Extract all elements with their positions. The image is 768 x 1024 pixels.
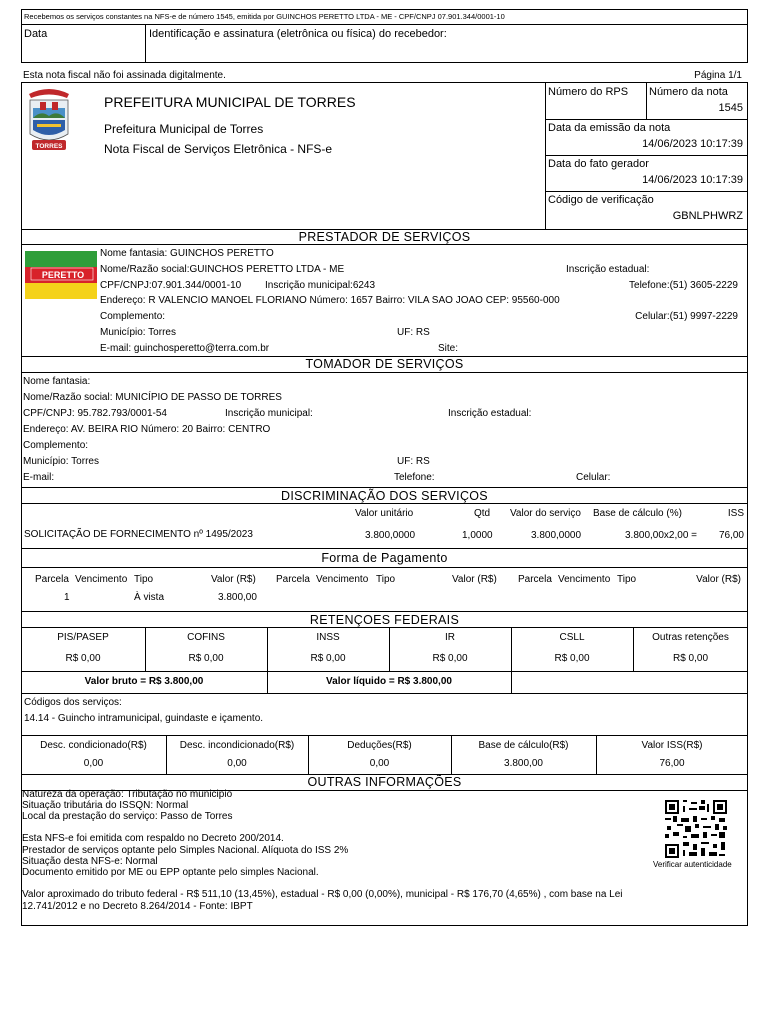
- nota-value: 1545: [718, 102, 743, 114]
- ret-label-csll: CSLL: [559, 632, 585, 643]
- ret-value-cofins: R$ 0,00: [188, 653, 224, 664]
- ret-value-inss: R$ 0,00: [310, 653, 346, 664]
- pag-h-tipo-1: Tipo: [134, 574, 154, 585]
- prestador-celular: Celular:(51) 9997-2229: [635, 311, 738, 322]
- ret-label-pis: PIS/PASEP: [57, 632, 109, 643]
- discriminacao-title: DISCRIMINAÇÃO DOS SERVIÇOS: [281, 489, 488, 503]
- nota-label: Número da nota: [649, 86, 728, 98]
- outras-line: Situação desta NFS-e: Normal: [22, 856, 158, 867]
- pag-h-valor-2: Valor (R$): [452, 574, 497, 585]
- tomador-telefone: Telefone:: [394, 472, 435, 483]
- resumo-value-iss: 76,00: [659, 758, 685, 769]
- qr-code[interactable]: [665, 800, 727, 858]
- prestador-inscricao-estadual: Inscrição estadual:: [566, 264, 650, 275]
- prestador-municipio: Município: Torres: [100, 327, 176, 338]
- tomador-uf: UF: RS: [397, 456, 430, 467]
- servico-base-calculo: 3.800,00x2,00 =: [625, 530, 698, 541]
- receipt-date-label: Data: [24, 28, 48, 40]
- servico-valor-servico: 3.800,0000: [531, 530, 582, 541]
- resumo-label-desc-cond: Desc. condicionado(R$): [40, 740, 147, 751]
- crest-label: TORRES: [35, 143, 63, 150]
- fato-label: Data do fato gerador: [548, 158, 649, 170]
- prestador-complemento: Complemento:: [100, 311, 166, 322]
- ret-label-outras: Outras retenções: [652, 632, 729, 643]
- pag-h-parcela-2: Parcela: [276, 574, 310, 585]
- outras-line: Documento emitido por ME ou EPP optante pelo simples Nacional.: [22, 867, 319, 878]
- verif-value: GBNLPHWRZ: [672, 210, 743, 222]
- pag-h-tipo-3: Tipo: [617, 574, 637, 585]
- h-base-calculo: Base de cálculo (%): [593, 508, 682, 519]
- receipt-signature-label: Identificação e assinatura (eletrônica ou física) do recebedor:: [149, 28, 447, 40]
- prestador-cpf-cnpj: CPF/CNPJ:07.901.344/0001-10: [100, 280, 242, 291]
- valor-liquido: Valor líquido = R$ 3.800,00: [326, 676, 452, 687]
- tomador-endereco: Endereço: AV. BEIRA RIO Número: 20 Bairro: CENTRO: [23, 424, 271, 435]
- prestador-uf: UF: RS: [397, 327, 430, 338]
- outras-title: OUTRAS INFORMAÇÕES: [307, 775, 462, 789]
- h-qtd: Qtd: [474, 508, 491, 519]
- outras-line: Esta NFS-e foi emitida com respaldo no Decreto 200/2014.: [22, 833, 284, 844]
- prestador-razao-social: Nome/Razão social:GUINCHOS PERETTO LTDA - ME: [100, 264, 345, 275]
- emissao-value: 14/06/2023 10:17:39: [642, 138, 743, 150]
- retencoes-title: RETENÇOES FEDERAIS: [309, 613, 460, 627]
- ret-value-csll: R$ 0,00: [554, 653, 590, 664]
- tomador-cpf-cnpj: CPF/CNPJ: 95.782.793/0001-54: [23, 408, 167, 419]
- servico-iss: 76,00: [718, 530, 744, 541]
- resumo-label-base: Base de cálculo(R$): [478, 740, 569, 751]
- resumo-value-desc-incond: 0,00: [227, 758, 247, 769]
- prestador-telefone: Telefone:(51) 3605-2229: [629, 280, 738, 291]
- tomador-inscricao-municipal: Inscrição municipal:: [225, 408, 313, 419]
- signature-notice: Esta nota fiscal não foi assinada digitalmente.: [23, 70, 226, 81]
- prestador-endereco: Endereço: R VALENCIO MANOEL FLORIANO Número: 1657 Bairro: VILA SAO JOAO CEP: 95560-000: [100, 295, 560, 306]
- pag-h-vencimento-1: Vencimento: [75, 574, 128, 585]
- tomador-complemento: Complemento:: [23, 440, 89, 451]
- ret-label-ir: IR: [445, 632, 455, 643]
- pag-h-tipo-2: Tipo: [376, 574, 396, 585]
- tomador-celular: Celular:: [576, 472, 611, 483]
- ret-label-inss: INSS: [316, 632, 340, 643]
- outras-line: 12.741/2012 e no Decreto 8.264/2014 - Fonte: IBPT: [22, 901, 253, 912]
- pag-valor: 3.800,00: [218, 592, 257, 603]
- servico-valor-unitario: 3.800,0000: [365, 530, 416, 541]
- tomador-municipio: Município: Torres: [23, 456, 99, 467]
- header-subtitle: Prefeitura Municipal de Torres: [104, 122, 264, 136]
- ret-label-cofins: COFINS: [187, 632, 225, 643]
- resumo-value-base: 3.800,00: [504, 758, 543, 769]
- pagamento-title: Forma de Pagamento: [321, 551, 448, 565]
- pag-h-parcela-1: Parcela: [35, 574, 69, 585]
- peretto-logo-text: PERETTO: [41, 270, 85, 280]
- verify-link[interactable]: Verificar autenticidade: [653, 860, 732, 869]
- fato-value: 14/06/2023 10:17:39: [642, 174, 743, 186]
- outras-line: Local da prestação do serviço: Passo de Torres: [22, 811, 233, 822]
- header-doc-type: Nota Fiscal de Serviços Eletrônica - NFS-e: [104, 142, 333, 156]
- resumo-value-deducoes: 0,00: [369, 758, 390, 769]
- pag-h-parcela-3: Parcela: [518, 574, 552, 585]
- prestador-title: PRESTADOR DE SERVIÇOS: [298, 230, 471, 244]
- rps-label: Número do RPS: [548, 86, 629, 98]
- pag-h-valor-1: Valor (R$): [211, 574, 256, 585]
- emissao-label: Data da emissão da nota: [548, 122, 671, 134]
- page-number: Página 1/1: [694, 70, 742, 81]
- ret-value-outras: R$ 0,00: [672, 653, 709, 664]
- receipt-text: Recebemos os serviços constantes na NFS-e de número 1545, emitida por GUINCHOS PERETTO LTDA - ME - CPF/CNPJ 07.901.344/0001-10: [24, 12, 505, 21]
- servico-descricao: SOLICITAÇÃO DE FORNECIMENTO nº 1495/2023: [24, 529, 253, 540]
- valor-bruto: Valor bruto = R$ 3.800,00: [84, 676, 204, 687]
- outras-line: Valor aproximado do tributo federal - R$ 511,10 (13,45%), estadual - R$ 0,00 (0,00%), municipal - R$ 176,70 (4,65%) , com base na Lei: [22, 889, 623, 900]
- tomador-inscricao-estadual: Inscrição estadual:: [448, 408, 532, 419]
- peretto-logo: [25, 251, 97, 299]
- tomador-email: E-mail:: [23, 472, 55, 483]
- tomador-razao-social: Nome/Razão social: MUNICÍPIO DE PASSO DE TORRES: [23, 392, 282, 403]
- outras-line: Natureza da operação: Tributação no municipio: [22, 789, 233, 800]
- pag-tipo: À vista: [134, 592, 165, 603]
- tomador-title: TOMADOR DE SERVIÇOS: [305, 357, 464, 371]
- codigos-item: 14.14 - Guincho intramunicipal, guindaste e içamento.: [24, 713, 264, 724]
- h-iss: ISS: [727, 508, 744, 519]
- resumo-label-deducoes: Deduções(R$): [347, 740, 412, 751]
- prestador-site: Site:: [438, 343, 459, 354]
- outras-line: Situação tributária do ISSQN: Normal: [22, 800, 189, 811]
- h-valor-servico: Valor do serviço: [510, 508, 581, 519]
- tomador-nome-fantasia: Nome fantasia:: [23, 376, 91, 387]
- prestador-nome-fantasia: Nome fantasia: GUINCHOS PERETTO: [100, 248, 274, 259]
- resumo-label-iss: Valor ISS(R$): [641, 740, 703, 751]
- prestador-email: E-mail: guinchosperetto@terra.com.br: [100, 343, 270, 354]
- servico-qtd: 1,0000: [462, 530, 493, 541]
- header-title: PREFEITURA MUNICIPAL DE TORRES: [104, 94, 356, 110]
- pag-parcela: 1: [64, 592, 70, 603]
- h-valor-unitario: Valor unitário: [355, 508, 414, 519]
- prestador-inscricao-municipal: Inscrição municipal:6243: [265, 280, 376, 291]
- ret-value-ir: R$ 0,00: [432, 653, 468, 664]
- pag-h-vencimento-3: Vencimento: [558, 574, 611, 585]
- city-crest-logo: [26, 86, 72, 158]
- ret-value-pis: R$ 0,00: [65, 653, 101, 664]
- outras-line: Prestador de serviços optante pelo Simples Nacional. Alíquota do ISS 2%: [22, 845, 349, 856]
- resumo-value-desc-cond: 0,00: [83, 758, 104, 769]
- pag-h-vencimento-2: Vencimento: [316, 574, 369, 585]
- resumo-label-desc-incond: Desc. incondicionado(R$): [179, 740, 295, 751]
- pag-h-valor-3: Valor (R$): [696, 574, 741, 585]
- verif-label: Código de verificação: [548, 194, 654, 206]
- codigos-label: Códigos dos serviços:: [24, 697, 122, 708]
